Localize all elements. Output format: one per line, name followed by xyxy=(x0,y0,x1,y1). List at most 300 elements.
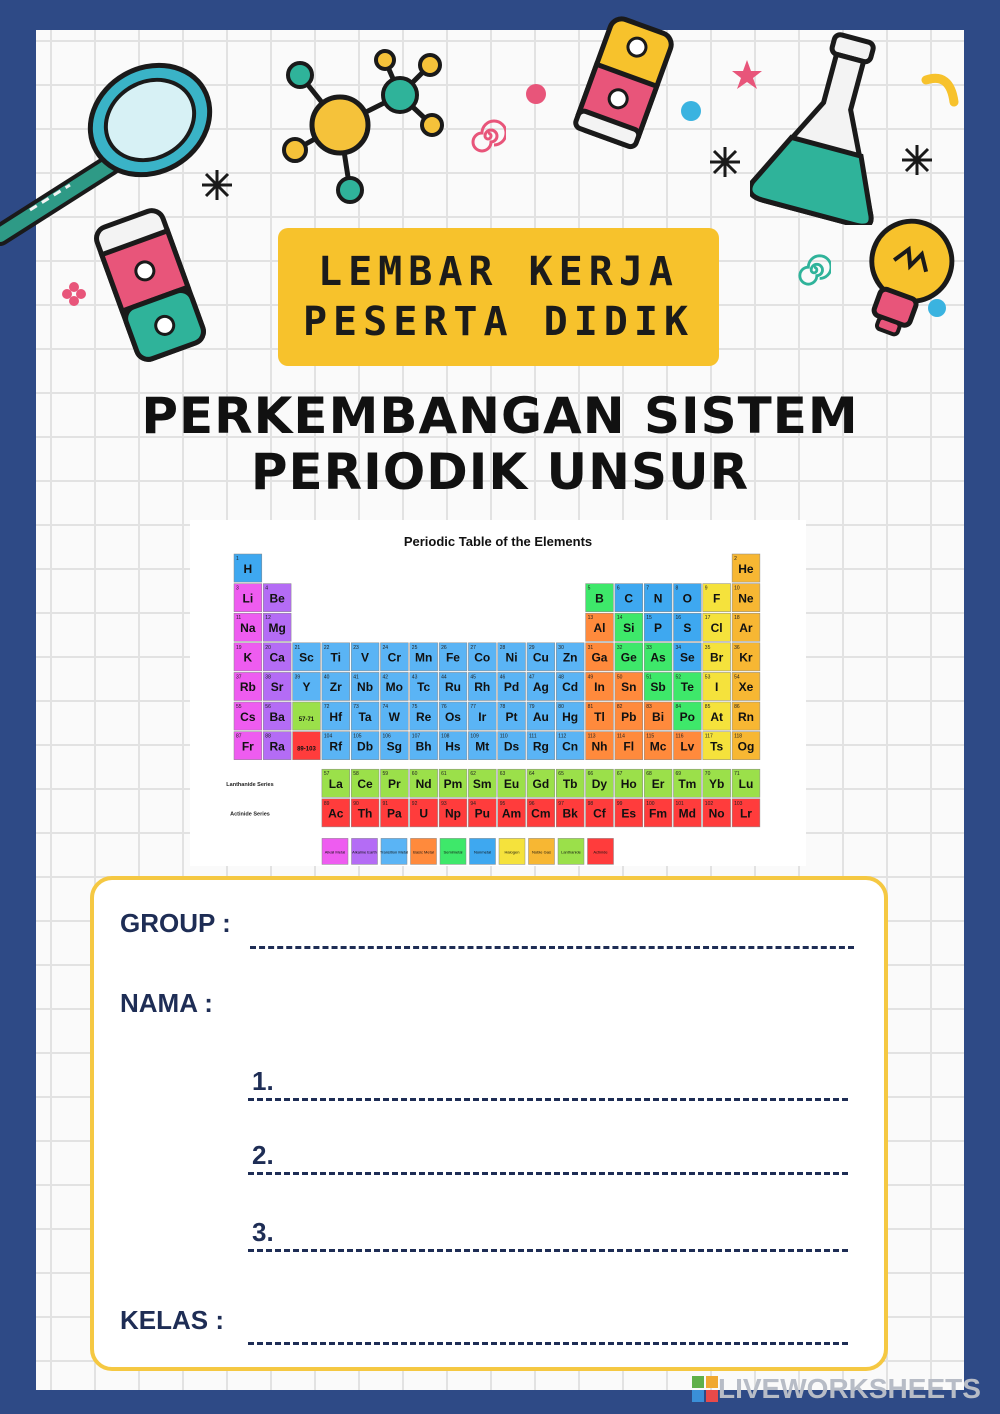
svg-text:Og: Og xyxy=(737,739,755,754)
element-cell xyxy=(586,799,614,827)
flask-icon xyxy=(750,25,910,225)
svg-text:104: 104 xyxy=(323,733,333,740)
svg-text:He: He xyxy=(738,561,754,576)
liveworksheets-watermark xyxy=(692,1374,981,1404)
element-cell xyxy=(439,643,467,671)
nama-label: NAMA : xyxy=(120,988,213,1018)
svg-text:Sn: Sn xyxy=(621,680,637,695)
element-cell xyxy=(644,584,672,612)
svg-text:62: 62 xyxy=(470,771,476,778)
member-2-input-line[interactable] xyxy=(248,1172,848,1175)
element-cell xyxy=(468,643,496,671)
svg-text:Np: Np xyxy=(444,806,461,821)
element-cell xyxy=(439,672,467,700)
svg-text:Au: Au xyxy=(532,709,549,724)
svg-text:101: 101 xyxy=(675,800,684,807)
svg-text:Y: Y xyxy=(302,680,311,695)
svg-text:Nh: Nh xyxy=(591,739,608,754)
svg-text:65: 65 xyxy=(558,771,564,778)
element-cell xyxy=(674,769,702,797)
svg-text:Semimetal: Semimetal xyxy=(443,849,463,855)
element-cell xyxy=(322,702,350,730)
svg-text:82: 82 xyxy=(616,704,623,710)
svg-text:7: 7 xyxy=(646,585,649,592)
svg-text:98: 98 xyxy=(587,800,594,807)
group-input-line[interactable] xyxy=(250,946,854,949)
svg-text:9: 9 xyxy=(704,585,708,592)
svg-text:111: 111 xyxy=(529,733,537,740)
svg-text:90: 90 xyxy=(353,800,359,807)
member-3-number: 3. xyxy=(252,1217,274,1247)
svg-text:Alkaline Earth: Alkaline Earth xyxy=(352,849,377,855)
legend-item xyxy=(470,838,496,864)
svg-text:Re: Re xyxy=(415,709,432,724)
element-cell xyxy=(703,702,731,730)
element-cell xyxy=(293,672,321,700)
element-cell xyxy=(263,672,291,700)
legend-item xyxy=(352,838,378,864)
svg-text:17: 17 xyxy=(704,615,711,622)
svg-text:94: 94 xyxy=(470,800,476,807)
svg-text:W: W xyxy=(388,709,401,724)
svg-text:99: 99 xyxy=(616,800,623,807)
element-cell xyxy=(468,672,496,700)
svg-text:Ga: Ga xyxy=(591,650,608,665)
svg-text:60: 60 xyxy=(411,771,418,778)
svg-text:Mo: Mo xyxy=(385,680,404,695)
svg-text:40: 40 xyxy=(323,674,330,681)
svg-text:54: 54 xyxy=(734,674,740,681)
svg-text:Sg: Sg xyxy=(386,739,403,754)
svg-text:Mn: Mn xyxy=(414,650,433,665)
svg-text:Xe: Xe xyxy=(738,680,754,695)
svg-text:41: 41 xyxy=(353,674,359,681)
element-cell xyxy=(381,732,409,760)
svg-text:1: 1 xyxy=(236,556,239,562)
svg-text:Cf: Cf xyxy=(593,806,606,821)
element-cell xyxy=(615,799,643,827)
element-cell xyxy=(586,613,614,641)
svg-text:Pd: Pd xyxy=(503,680,520,695)
svg-text:Rb: Rb xyxy=(239,680,256,695)
svg-text:84: 84 xyxy=(675,704,682,710)
element-cell xyxy=(468,799,496,827)
svg-text:Pb: Pb xyxy=(621,709,637,724)
svg-text:53: 53 xyxy=(704,674,711,681)
star-icon xyxy=(730,58,764,92)
svg-text:33: 33 xyxy=(646,644,652,651)
element-cell xyxy=(615,643,643,671)
element-cell xyxy=(732,702,760,730)
svg-text:103: 103 xyxy=(734,800,743,807)
svg-text:C: C xyxy=(624,591,634,606)
dot-icon xyxy=(927,298,947,318)
svg-text:Be: Be xyxy=(269,591,285,606)
element-cell xyxy=(351,732,379,760)
svg-text:Rg: Rg xyxy=(532,739,549,754)
svg-text:Ar: Ar xyxy=(739,621,753,635)
element-cell xyxy=(468,732,496,760)
svg-text:34: 34 xyxy=(675,644,682,651)
legend-item xyxy=(322,838,348,864)
element-cell xyxy=(527,799,555,827)
svg-text:Fe: Fe xyxy=(445,650,460,665)
element-cell xyxy=(351,702,379,730)
element-cell xyxy=(293,702,321,730)
svg-text:92: 92 xyxy=(411,800,418,807)
svg-text:No: No xyxy=(708,806,725,821)
element-cell xyxy=(527,672,555,700)
element-cell xyxy=(644,643,672,671)
svg-text:91: 91 xyxy=(382,800,389,807)
element-cell xyxy=(732,799,760,827)
svg-text:118: 118 xyxy=(734,733,743,740)
arc-icon xyxy=(920,72,964,112)
svg-text:U: U xyxy=(419,806,428,821)
svg-text:Tc: Tc xyxy=(417,680,431,695)
element-cell xyxy=(644,799,672,827)
element-cell xyxy=(732,613,760,641)
svg-text:78: 78 xyxy=(499,704,506,710)
svg-text:Es: Es xyxy=(621,806,637,821)
liveworksheets-logo-icon xyxy=(692,1376,718,1402)
element-cell xyxy=(615,613,643,641)
svg-text:96: 96 xyxy=(529,800,535,807)
svg-text:Cs: Cs xyxy=(240,709,256,724)
svg-text:Li: Li xyxy=(242,591,254,606)
svg-text:108: 108 xyxy=(441,733,450,740)
svg-text:Kr: Kr xyxy=(739,650,753,665)
element-cell xyxy=(703,613,731,641)
element-cell xyxy=(556,702,584,730)
svg-text:3: 3 xyxy=(236,585,239,592)
svg-text:29: 29 xyxy=(529,644,535,651)
svg-text:44: 44 xyxy=(441,674,447,681)
svg-text:Dy: Dy xyxy=(591,777,608,791)
svg-text:Tm: Tm xyxy=(678,777,697,791)
svg-text:26: 26 xyxy=(441,644,447,651)
svg-text:F: F xyxy=(712,591,721,606)
svg-text:36: 36 xyxy=(734,644,740,651)
element-cell xyxy=(234,643,262,671)
svg-text:100: 100 xyxy=(646,800,655,807)
element-cell xyxy=(498,643,526,671)
svg-text:18: 18 xyxy=(734,615,740,622)
svg-text:P: P xyxy=(654,621,663,635)
svg-text:Pm: Pm xyxy=(443,777,463,791)
svg-text:42: 42 xyxy=(382,674,389,681)
svg-text:50: 50 xyxy=(616,674,623,681)
svg-text:Actinide: Actinide xyxy=(593,849,608,855)
svg-text:21: 21 xyxy=(294,644,301,651)
svg-text:Th: Th xyxy=(357,806,373,821)
svg-text:95: 95 xyxy=(499,800,506,807)
spiral-icon xyxy=(470,118,506,154)
svg-text:Sm: Sm xyxy=(472,777,492,791)
svg-text:55: 55 xyxy=(236,704,242,710)
svg-text:Bh: Bh xyxy=(415,739,432,754)
element-cell xyxy=(293,732,321,760)
element-cell xyxy=(439,769,467,797)
svg-text:O: O xyxy=(682,591,693,606)
svg-text:Halogen: Halogen xyxy=(504,849,520,855)
element-cell xyxy=(410,769,438,797)
element-cell xyxy=(410,732,438,760)
element-cell xyxy=(498,702,526,730)
element-cell xyxy=(586,643,614,671)
svg-text:Ru: Ru xyxy=(444,680,461,695)
spiral-icon xyxy=(797,253,831,287)
element-cell xyxy=(527,769,555,797)
element-cell xyxy=(234,702,262,730)
legend-item xyxy=(529,838,555,864)
svg-text:11: 11 xyxy=(236,615,242,622)
svg-text:Db: Db xyxy=(357,739,374,754)
element-cell xyxy=(381,672,409,700)
svg-text:Po: Po xyxy=(679,709,696,724)
battery-icon xyxy=(565,5,685,155)
svg-text:89-103: 89-103 xyxy=(297,746,316,753)
legend-item xyxy=(499,838,525,864)
svg-text:Fm: Fm xyxy=(649,806,668,821)
svg-text:10: 10 xyxy=(734,585,740,592)
svg-text:89: 89 xyxy=(323,800,330,807)
dot-icon xyxy=(525,83,547,105)
svg-text:112: 112 xyxy=(558,733,567,740)
svg-text:25: 25 xyxy=(411,644,418,651)
svg-text:83: 83 xyxy=(646,704,652,710)
svg-text:39: 39 xyxy=(294,674,301,681)
element-cell xyxy=(263,732,291,760)
element-cell xyxy=(615,732,643,760)
svg-text:47: 47 xyxy=(529,674,535,681)
legend-item xyxy=(558,838,584,864)
svg-text:As: As xyxy=(650,650,666,665)
element-cell xyxy=(674,613,702,641)
svg-text:Sc: Sc xyxy=(299,650,314,665)
svg-text:B: B xyxy=(595,591,604,606)
element-cell xyxy=(527,732,555,760)
svg-text:N: N xyxy=(653,591,663,606)
svg-text:Tl: Tl xyxy=(594,709,605,724)
periodic-table-title: Periodic Table of the Elements xyxy=(403,534,593,549)
svg-text:Rh: Rh xyxy=(474,680,491,695)
svg-text:57: 57 xyxy=(323,771,330,778)
element-cell xyxy=(586,732,614,760)
element-cell xyxy=(381,769,409,797)
svg-text:12: 12 xyxy=(265,615,271,622)
element-cell xyxy=(498,799,526,827)
svg-text:38: 38 xyxy=(265,674,271,681)
svg-text:Noble Gas: Noble Gas xyxy=(532,849,551,855)
svg-text:Eu: Eu xyxy=(503,777,520,791)
svg-text:105: 105 xyxy=(353,733,362,740)
svg-text:79: 79 xyxy=(529,704,535,710)
legend-item xyxy=(440,838,466,864)
svg-text:Cl: Cl xyxy=(710,621,723,635)
svg-text:43: 43 xyxy=(411,674,418,681)
element-cell xyxy=(468,702,496,730)
light-bulb-icon xyxy=(850,210,960,350)
svg-text:Ra: Ra xyxy=(269,739,285,754)
svg-text:56: 56 xyxy=(265,704,271,710)
svg-text:114: 114 xyxy=(616,733,625,740)
element-cell xyxy=(468,769,496,797)
svg-text:52: 52 xyxy=(675,674,682,681)
svg-text:67: 67 xyxy=(616,771,623,778)
element-cell xyxy=(263,643,291,671)
svg-text:At: At xyxy=(710,709,723,724)
svg-text:77: 77 xyxy=(470,704,476,710)
svg-text:In: In xyxy=(594,680,605,695)
header-line-2: PESERTA DIDIK xyxy=(302,299,695,345)
member-1-input-line[interactable] xyxy=(248,1098,848,1101)
svg-text:22: 22 xyxy=(323,644,330,651)
element-cell xyxy=(322,799,350,827)
svg-text:Ti: Ti xyxy=(330,650,341,665)
element-cell xyxy=(703,584,731,612)
svg-text:Pr: Pr xyxy=(388,777,401,791)
element-cell xyxy=(439,799,467,827)
element-cell xyxy=(644,613,672,641)
element-cell xyxy=(586,672,614,700)
svg-text:K: K xyxy=(243,650,253,665)
legend-item xyxy=(380,838,408,864)
element-cell xyxy=(322,643,350,671)
svg-text:Zr: Zr xyxy=(329,680,342,695)
svg-text:Ds: Ds xyxy=(503,739,520,754)
svg-text:Pa: Pa xyxy=(387,806,402,821)
element-cell xyxy=(556,672,584,700)
svg-text:88: 88 xyxy=(265,733,271,740)
svg-text:87: 87 xyxy=(236,733,242,740)
element-cell xyxy=(644,702,672,730)
element-cell xyxy=(556,799,584,827)
series-label: Actinide Series xyxy=(230,811,270,818)
element-cell xyxy=(410,672,438,700)
element-cell xyxy=(498,672,526,700)
svg-text:109: 109 xyxy=(470,733,479,740)
svg-text:69: 69 xyxy=(675,771,682,778)
svg-text:La: La xyxy=(328,777,343,791)
svg-text:Bk: Bk xyxy=(562,806,578,821)
element-cell xyxy=(234,554,262,582)
svg-text:Er: Er xyxy=(651,777,665,791)
element-cell xyxy=(322,672,350,700)
element-cell xyxy=(381,702,409,730)
legend-item xyxy=(588,838,614,864)
svg-text:Pu: Pu xyxy=(474,806,490,821)
kelas-input-line[interactable] xyxy=(248,1342,848,1345)
member-3-input-line[interactable] xyxy=(248,1249,848,1252)
svg-text:Pt: Pt xyxy=(505,709,518,724)
svg-text:85: 85 xyxy=(704,704,711,710)
worksheet-header-banner xyxy=(278,228,719,366)
svg-text:97: 97 xyxy=(558,800,564,807)
svg-text:Tb: Tb xyxy=(562,777,578,791)
svg-text:Co: Co xyxy=(474,650,491,665)
dot-icon xyxy=(680,100,702,122)
svg-text:Lr: Lr xyxy=(739,806,752,821)
svg-text:Te: Te xyxy=(680,680,694,695)
element-cell xyxy=(615,769,643,797)
svg-text:Sb: Sb xyxy=(650,680,666,695)
svg-text:Rf: Rf xyxy=(329,739,343,754)
svg-text:H: H xyxy=(243,561,253,576)
svg-text:Se: Se xyxy=(680,650,695,665)
element-cell xyxy=(586,702,614,730)
element-cell xyxy=(674,584,702,612)
svg-text:31: 31 xyxy=(587,644,594,651)
element-cell xyxy=(263,613,291,641)
svg-text:Al: Al xyxy=(593,621,606,635)
svg-text:Sr: Sr xyxy=(270,680,284,695)
element-cell xyxy=(586,584,614,612)
element-cell xyxy=(527,702,555,730)
battery-icon xyxy=(80,200,220,370)
svg-text:Alkali Metal: Alkali Metal xyxy=(324,849,346,855)
svg-text:72: 72 xyxy=(323,704,330,710)
svg-text:75: 75 xyxy=(411,704,418,710)
sparkle-icon xyxy=(200,168,234,202)
svg-text:61: 61 xyxy=(441,771,447,778)
svg-text:Cm: Cm xyxy=(531,806,551,821)
svg-text:Mt: Mt xyxy=(475,739,490,754)
kelas-label: KELAS : xyxy=(120,1305,224,1335)
svg-text:8: 8 xyxy=(675,585,679,592)
group-label: GROUP : xyxy=(120,908,231,938)
svg-text:Ba: Ba xyxy=(269,709,285,724)
svg-text:4: 4 xyxy=(265,585,269,592)
svg-text:5: 5 xyxy=(587,585,591,592)
svg-text:V: V xyxy=(361,650,370,665)
svg-text:102: 102 xyxy=(704,800,714,807)
svg-text:Bi: Bi xyxy=(652,709,665,724)
element-cell xyxy=(615,584,643,612)
element-cell xyxy=(732,769,760,797)
element-cell xyxy=(410,702,438,730)
element-cell xyxy=(234,613,262,641)
svg-text:Si: Si xyxy=(623,621,635,635)
element-cell xyxy=(703,799,731,827)
svg-text:117: 117 xyxy=(704,733,713,740)
element-cell xyxy=(234,584,262,612)
title-line-1: PERKEMBANGAN SISTEM xyxy=(141,387,859,445)
sparkle-icon xyxy=(900,143,934,177)
svg-text:Ta: Ta xyxy=(358,709,372,724)
element-cell xyxy=(732,732,760,760)
element-cell xyxy=(293,643,321,671)
svg-text:37: 37 xyxy=(236,674,242,681)
svg-text:116: 116 xyxy=(675,733,684,740)
element-cell xyxy=(615,702,643,730)
page-title xyxy=(0,388,1000,500)
svg-text:48: 48 xyxy=(558,674,564,681)
svg-text:76: 76 xyxy=(441,704,447,710)
element-cell xyxy=(674,643,702,671)
svg-text:Fl: Fl xyxy=(623,739,635,754)
svg-text:Basic Metal: Basic Metal xyxy=(413,849,434,855)
element-cell xyxy=(703,643,731,671)
periodic-table-graphic xyxy=(190,520,806,866)
element-cell xyxy=(381,643,409,671)
svg-text:24: 24 xyxy=(382,644,389,651)
element-cell xyxy=(351,799,379,827)
svg-text:Cn: Cn xyxy=(562,739,579,754)
svg-text:Ge: Ge xyxy=(620,650,637,665)
svg-text:Fr: Fr xyxy=(241,739,254,754)
svg-text:2: 2 xyxy=(734,556,737,562)
